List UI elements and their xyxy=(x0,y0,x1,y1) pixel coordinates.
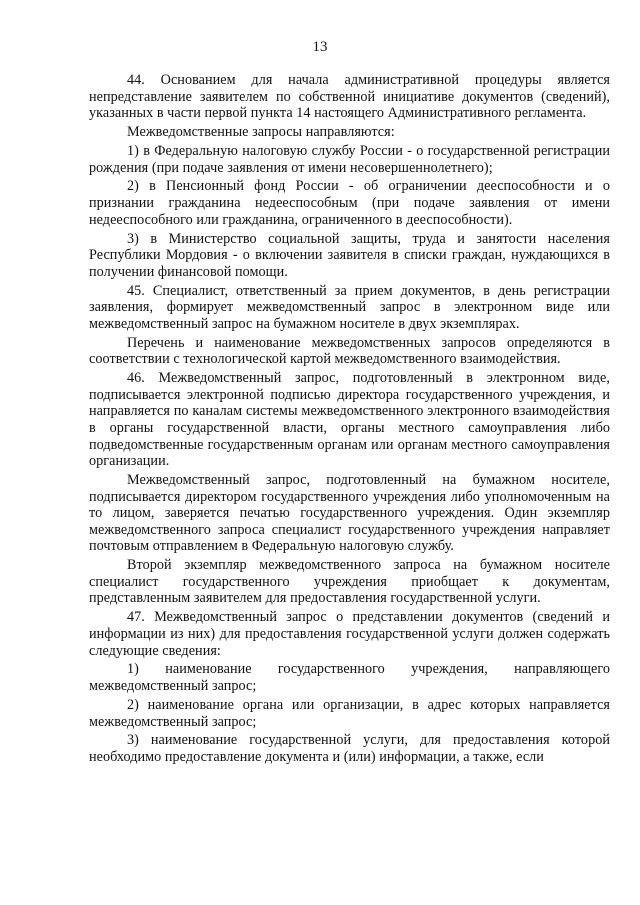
list-item-3: 3) в Министерство социальной защиты, труда и занятости населения Республики Мордовия - о включении заявителя в списки граждан, нуждающихся в получении финансовой помощи. xyxy=(89,230,610,280)
document-body xyxy=(89,72,610,766)
paragraph-requests-intro: Межведомственные запросы направляются: xyxy=(127,124,395,141)
list-item-47-2: 2) наименование органа или организации, в адрес которых направляется межведомственный запрос; xyxy=(89,696,610,730)
paragraph-paper-request: Межведомственный запрос, подготовленный на бумажном носителе, подписывается директором государственного учреждения либо уполномоченным на то лицом, заверяется печатью государственного учреждения. Один экземпляр межведомственного запроса специалист государственного учреждения направляет почтовым отправлением в Федеральную налоговую службу. xyxy=(89,472,610,555)
paragraph-45: 45. Специалист, ответственный за прием документов, в день регистрации заявления, формирует межведомственный запрос в электронном виде или межведомственный запрос на бумажном носителе в двух экземплярах. xyxy=(89,282,610,332)
paragraph-46: 46. Межведомственный запрос, подготовленный в электронном виде, подписывается электронной подписью директора государственного учреждения, и направляется по каналам системы межведомственного электронного взаимодействия в органы государственной власти, органы местного самоуправления либо подведомственные государственным органам или органам местного самоуправления организации. xyxy=(89,370,610,470)
list-item-1: 1) в Федеральную налоговую службу России - о государственной регистрации рождения (при подаче заявления от имени несовершеннолетнего); xyxy=(89,142,610,176)
paragraph-44: 44. Основанием для начала административной процедуры является непредставление заявителем по собственной инициативе документов (сведений), указанных в части первой пункта 14 настоящего Административного регламента. xyxy=(89,72,610,122)
paragraph-second-copy: Второй экземпляр межведомственного запроса на бумажном носителе специалист государственного учреждения приобщает к документам, представленным заявителем для предоставления государственной услуги. xyxy=(89,557,610,607)
page-number: 13 xyxy=(312,39,328,55)
list-item-47-3: 3) наименование государственной услуги, для предоставления которой необходимо предоставление документа и (или) информации, а также, если xyxy=(89,732,610,766)
paragraph-requests-list: Перечень и наименование межведомственных запросов определяются в соответствии с технологической картой межведомственного взаимодействия. xyxy=(89,334,610,368)
paragraph-47: 47. Межведомственный запрос о представлении документов (сведений и информации из них) для предоставления государственной услуги должен содержать следующие сведения: xyxy=(89,609,610,659)
list-item-47-1: 1) наименование государственного учреждения, направляющего межведомственный запрос; xyxy=(89,661,610,695)
list-item-2: 2) в Пенсионный фонд России - об ограничении дееспособности и о признании гражданина недееспособным (при подаче заявления от имени недееспособного или гражданина, ограниченного в дееспособности). xyxy=(89,178,610,228)
